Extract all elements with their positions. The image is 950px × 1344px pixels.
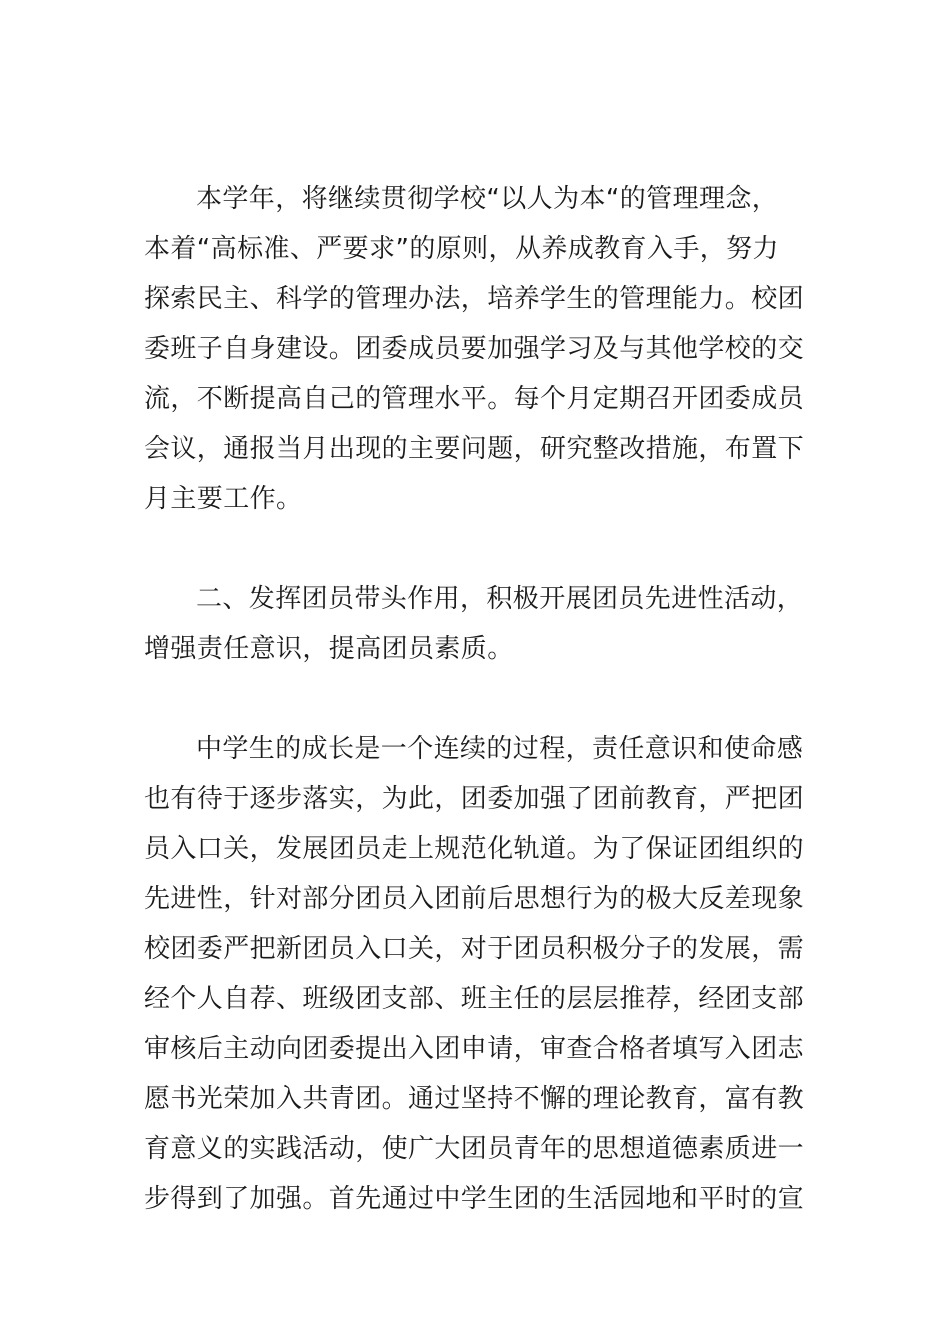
paragraph-line: 会议，通报当月出现的主要问题，研究整改措施，布置下 <box>144 434 805 464</box>
paragraph-line: 中学生的成长是一个连续的过程，责任意识和使命感 <box>196 734 804 764</box>
paragraph-line: 审核后主动向团委提出入团申请，审查合格者填写入团志 <box>144 1034 805 1064</box>
paragraph-line: 本着“高标准、严要求”的原则，从养成教育入手，努力 <box>144 234 779 264</box>
paragraph-line: 员入口关，发展团员走上规范化轨道。为了保证团组织的 <box>144 834 805 864</box>
heading-line: 二、发挥团员带头作用，积极开展团员先进性活动， <box>196 584 804 614</box>
paragraph-line: 愿书光荣加入共青团。通过坚持不懈的理论教育，富有教 <box>144 1084 805 1114</box>
paragraph-line: 也有待于逐步落实，为此，团委加强了团前教育，严把团 <box>144 784 805 814</box>
paragraph-line: 先进性，针对部分团员入团前后思想行为的极大反差现象 <box>144 884 805 914</box>
paragraph-line: 本学年，将继续贯彻学校“以人为本“的管理理念， <box>196 184 779 214</box>
heading-line: 增强责任意识，提高团员素质。 <box>144 634 514 664</box>
paragraph-line: 步得到了加强。首先通过中学生团的生活园地和平时的宣 <box>144 1184 805 1214</box>
paragraph-line: 探索民主、科学的管理办法，培养学生的管理能力。校团 <box>144 284 805 314</box>
paragraph-line: 月主要工作。 <box>144 484 303 514</box>
paragraph-line: 经个人自荐、班级团支部、班主任的层层推荐，经团支部 <box>144 984 805 1014</box>
paragraph-line: 育意义的实践活动，使广大团员青年的思想道德素质进一 <box>144 1134 805 1164</box>
paragraph-line: 校团委严把新团员入口关，对于团员积极分子的发展，需 <box>144 934 805 964</box>
paragraph-line: 委班子自身建设。团委成员要加强学习及与其他学校的交 <box>144 334 805 364</box>
paragraph-line: 流，不断提高自己的管理水平。每个月定期召开团委成员 <box>144 384 805 414</box>
